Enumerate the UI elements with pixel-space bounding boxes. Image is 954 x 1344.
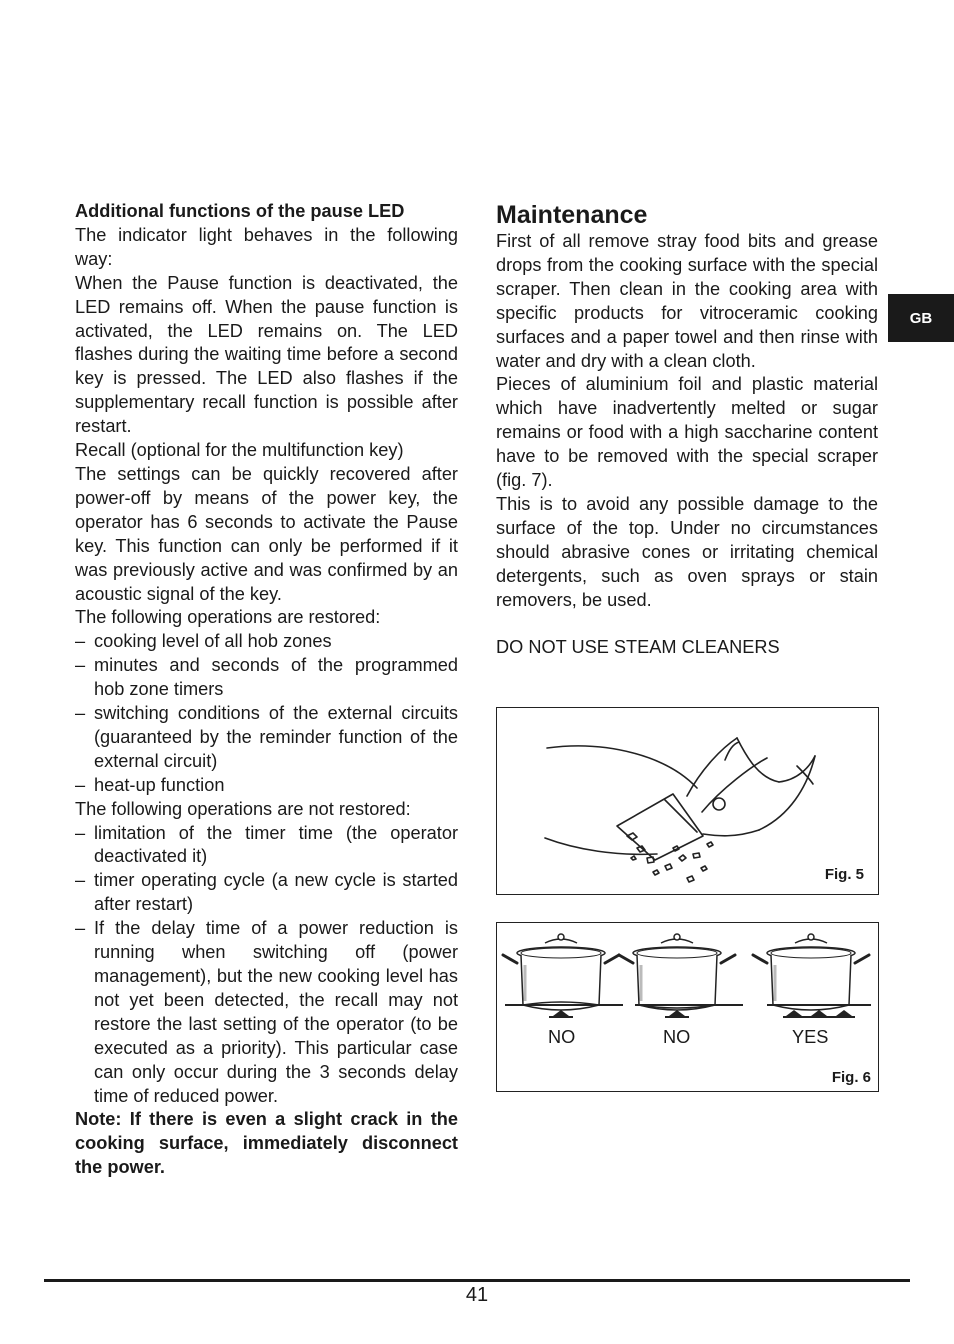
pot-no-1-icon [503, 934, 619, 1010]
figure-6 [496, 922, 879, 1092]
pot-label-1: NO [548, 1027, 576, 1047]
crack-note: Note: If there is even a slight crack in the cooking surface, immediately disconnect the power. [75, 1109, 458, 1178]
list-item: – timer operating cycle (a new cycle is started after restart) [75, 869, 458, 917]
footer-rule [44, 1279, 910, 1282]
figure-5-label: Fig. 5 [824, 866, 864, 883]
paragraph: The indicator light behaves in the following way: [75, 224, 458, 269]
paragraph: Pieces of aluminium foil and plastic material which have inadvertently melted or sugar remains or food with a high saccharine content have to be removed with the special scraper (fig. 7). [496, 374, 878, 491]
pot-yes-icon [753, 934, 869, 1010]
right-column [496, 200, 878, 660]
restored-intro: The following operations are restored: [75, 607, 381, 628]
not-restored-intro: The following operations are not restored: [75, 798, 411, 819]
not-restored-list [75, 822, 458, 1109]
pause-led-heading: Additional functions of the pause LED [75, 201, 405, 221]
figure-5 [496, 707, 879, 895]
page-number: 41 [465, 1284, 489, 1306]
paragraph: The settings can be quickly recovered after power-off by means of the power key, the operator has 6 seconds to activate the Pause key. This function can only be performed if it was previously active and was confirmed by an acoustic signal of the key. [75, 463, 458, 604]
figure-6-label: Fig. 6 [831, 1069, 871, 1086]
list-item: – heat-up function [75, 774, 458, 798]
paragraph: First of all remove stray food bits and grease drops from the cooking surface with the special scraper. Then clean in the cooking area with specific products for vitroceramic cooking surfaces and a paper towel and then rinse with water and dry with a clean cloth. [496, 231, 878, 371]
maintenance-title: Maintenance [496, 201, 648, 229]
list-item: – limitation of the timer time (the operator deactivated it) [75, 822, 458, 870]
scraper-illustration [497, 708, 878, 894]
paragraph: Recall (optional for the multifunction key) [75, 440, 404, 461]
pot-no-2-icon [619, 934, 735, 1010]
list-item: – minutes and seconds of the programmed hob zone timers [75, 654, 458, 702]
list-item: – switching conditions of the external circuits (guaranteed by the reminder function of the external circuit) [75, 702, 458, 774]
restored-list [75, 630, 458, 797]
steam-cleaner-warning: DO NOT USE STEAM CLEANERS [496, 637, 780, 658]
list-item: – cooking level of all hob zones [75, 630, 458, 654]
left-column [75, 200, 458, 1180]
paragraph: This is to avoid any possible damage to the surface of the top. Under no circumstances should abrasive cones or irritating chemical detergents, such as oven sprays or stain removers, be used. [496, 493, 878, 610]
language-tab: GB [888, 294, 954, 342]
pot-label-3: YES [792, 1027, 829, 1047]
list-item: – If the delay time of a power reduction is running when switching off (power management), but the new cooking level has not yet been detected, the recall may not restore the last setting of the operator (to be executed as a priority). This particular case can only occur during the 3 seconds delay time of reduced power. [75, 917, 458, 1108]
paragraph: When the Pause function is deactivated, the LED remains off. When the pause function is activated, the LED remains on. The LED flashes during the waiting time before a second key is pressed. The LED also flashes if the supplementary recall function is possible after restart. [75, 272, 458, 437]
pot-placement-illustration [497, 923, 878, 1091]
pot-label-2: NO [663, 1027, 691, 1047]
